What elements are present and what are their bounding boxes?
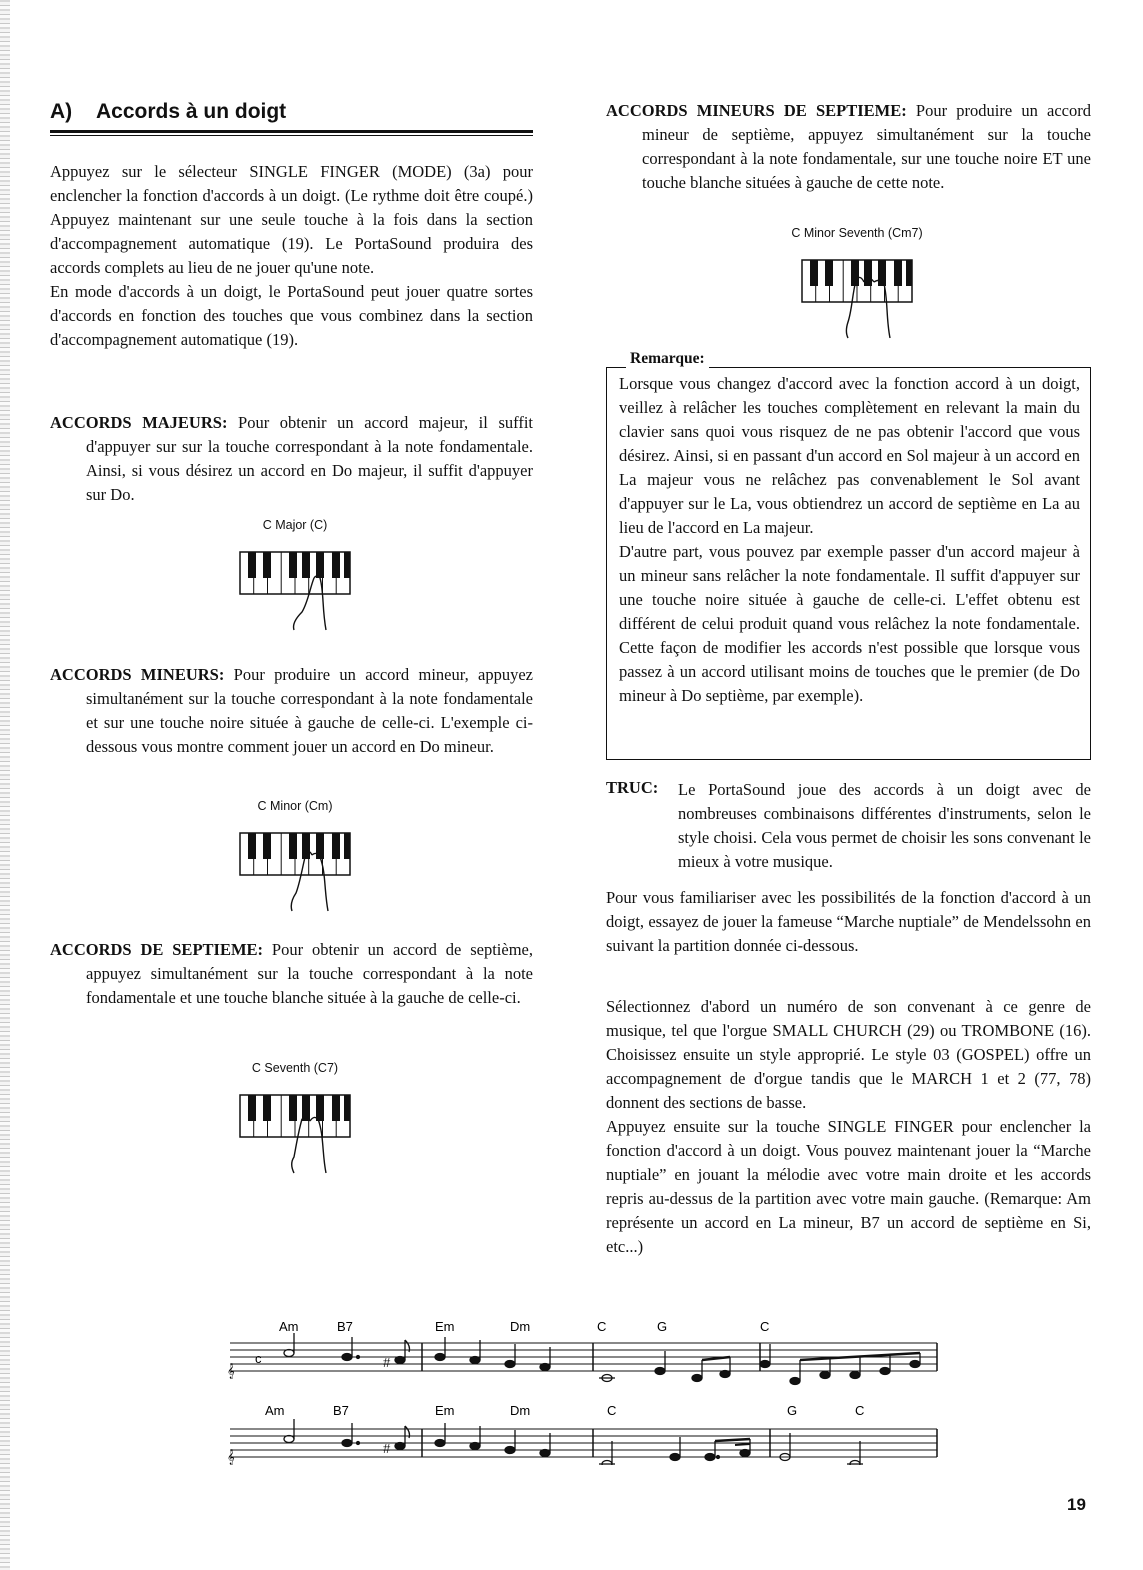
scan-edge	[0, 0, 10, 1570]
septieme-block	[50, 938, 533, 1010]
truc-block	[606, 778, 1091, 874]
majeurs-term: ACCORDS MAJEURS:	[50, 413, 228, 432]
staff-1-chord-5: C	[597, 1319, 607, 1334]
section-title-text: Accords à un doigt	[96, 100, 287, 123]
staff-2	[227, 1403, 937, 1465]
treble-clef-icon: 𝄞	[227, 1363, 235, 1378]
mineurs-term: ACCORDS MINEURS:	[50, 665, 225, 684]
c-minor-figure	[230, 799, 360, 913]
staff-2-chord-3: Em	[435, 1403, 455, 1418]
keyboard-hand-icon	[236, 532, 354, 632]
c-minor-seventh-figure	[782, 226, 932, 340]
svg-text:#: #	[383, 1441, 391, 1456]
mineurs-septieme-text: Pour produire un accord mineur de septième, appuyez simultanément sur la touche correspondant à la note fondamentale, sur une touche noire ET une touche blanche situées à gauche de cette note.	[642, 101, 1091, 192]
mineurs-block	[50, 663, 533, 759]
remark-paragraph-1: Lorsque vous changez d'accord avec la fonction accord à un doigt, veillez à relâcher les touches complètement en relevant la main du clavier sans quoi vous risquez de ne pas obtenir l'accord que vous désirez. Ainsi, si en passant d'un accord en Sol majeur à un accord en La majeur vous ne relâchez pas convenablement le Sol avant d'appuyer sur le La, vous obtiendrez un accord de septième en La au lieu de l'accord en La majeur.	[619, 374, 1080, 537]
staff-1-chord-6: G	[657, 1319, 668, 1334]
common-time-icon: c	[255, 1351, 262, 1366]
intro-paragraph-2: En mode d'accords à un doigt, le PortaSound peut jouer quatre sortes d'accords en fonction des touches que vous combinez dans la section d'accompagnement automatique (19).	[50, 282, 533, 349]
treble-clef-icon: 𝄞	[227, 1449, 235, 1464]
mineurs-septieme-block	[606, 99, 1091, 195]
mineurs-septieme-term: ACCORDS MINEURS DE SEPTIEME:	[606, 101, 907, 120]
c-seventh-label: C Seventh (C7)	[251, 1061, 339, 1075]
septieme-text: Pour obtenir un accord de septième, appuyez simultanément sur la touche correspondant à la note fondamentale et une touche blanche située à la gauche de celle-ci.	[86, 940, 533, 1007]
staff-1-chord-1: Am	[279, 1319, 299, 1334]
remark-paragraph-2: D'autre part, vous pouvez par exemple passer d'un accord majeur à un mineur sans relâcher la note fondamentale. Il suffit d'appuyer sur une touche noire située à gauche de celle-ci. L'effet obtenu est différent de celui produit quand vous relâchez la note fondamentale. Cette façon de modifier les accords n'est possible que lorsque vous passez à un accord utilisant moins de touches que le premier (de Do mineur à Do septième, par exemple).	[619, 542, 1080, 705]
truc-label: TRUC:	[606, 778, 659, 797]
c-major-figure	[230, 518, 360, 632]
keyboard-hand-icon	[236, 813, 354, 913]
truc-text: Le PortaSound joue des accords à un doigt avec de nombreuses combinaisons différentes d'instruments, selon le style choisi. Cela vous permet de choisir les sons convenant le mieux à votre musique.	[678, 780, 1091, 871]
staff-1-chord-3: Em	[435, 1319, 455, 1334]
staff-2-chord-4: Dm	[510, 1403, 531, 1418]
c-minor-label: C Minor (Cm)	[257, 799, 333, 813]
staff-1-chord-4: Dm	[510, 1319, 531, 1334]
septieme-term: ACCORDS DE SEPTIEME:	[50, 940, 264, 959]
outro-paragraph-1: Pour vous familiariser avec les possibilités de la fonction d'accord à un doigt, essayez de jouer la fameuse “Marche nuptiale” de Mendelssohn en suivant la partition donnée ci-dessous.	[606, 888, 1091, 955]
keyboard-hand-icon	[236, 1075, 354, 1175]
staff-2-notes	[284, 1419, 863, 1465]
staff-2-chord-7: C	[855, 1403, 865, 1418]
majeurs-paragraph	[50, 411, 533, 507]
svg-text:#: #	[383, 1355, 391, 1370]
section-letter: A)	[50, 100, 73, 123]
intro-paragraph-1: Appuyez sur le sélecteur SINGLE FINGER (MODE) (3a) pour enclencher la fonction d'accords à un doigt. (Le rythme doit être coupé.) Appuyez maintenant sur une seule touche à la fois dans la section d'accompagnement automatique (19). Le PortaSound produira des accords complets au lieu de ne jouer qu'une note.	[50, 162, 533, 277]
outro-paragraph-2: Sélectionnez d'abord un numéro de son convenant à ce genre de musique, tel que l'orgue SMALL CHURCH (29) ou TROMBONE (16). Choisissez ensuite un style approprié. Le style 03 (GOSPEL) offre un accompagnement de d'orgue tandis que le MARCH 1 et 2 (77, 78) donnent des sections de basse.	[606, 997, 1091, 1112]
staff-2-chord-2: B7	[333, 1403, 349, 1418]
page-number: 19	[1067, 1495, 1086, 1514]
outro-block-1	[606, 886, 1091, 958]
staff-1	[227, 1319, 937, 1385]
majeurs-text: Pour obtenir un accord majeur, il suffit d'appuyer sur sur la touche correspondant à la note fondamentale. Ainsi, si vous désirez un accord en Do majeur, il suffit d'appuyer sur Do.	[86, 413, 533, 504]
c-minor-seventh-label: C Minor Seventh (Cm7)	[791, 226, 923, 240]
staff-1-chord-2: B7	[337, 1319, 353, 1334]
staff-1-chord-7: C	[760, 1319, 770, 1334]
mineurs-text: Pour produire un accord mineur, appuyez simultanément sur la touche correspondant à la note fondamentale et sur une touche noire située à gauche de celle-ci. L'exemple ci-dessous vous montre comment jouer un accord en Do mineur.	[86, 665, 533, 756]
mineurs-septieme-paragraph	[606, 99, 1091, 195]
intro-block	[50, 160, 533, 352]
staff-2-chord-1: Am	[265, 1403, 285, 1418]
c-major-label: C Major (C)	[262, 518, 328, 532]
section-title	[50, 100, 286, 124]
majeurs-block	[50, 411, 533, 507]
septieme-paragraph	[50, 938, 533, 1010]
outro-block-2	[606, 995, 1091, 1259]
staff-1-notes	[284, 1333, 920, 1385]
remark-box	[606, 367, 1091, 760]
staff-2-chord-6: G	[787, 1403, 798, 1418]
music-score	[225, 1315, 945, 1465]
outro-paragraph-3: Appuyez ensuite sur la touche SINGLE FINGER pour enclencher la fonction d'accord à un doigt. Vous pouvez maintenant jouer la “Marche nuptiale” en jouant la mélodie avec votre main droite et les accords repris au-dessus de la partition avec votre main gauche. (Remarque: Am représente un accord en La mineur, B7 un accord de septième en Si, etc...)	[606, 1117, 1091, 1256]
remark-title: Remarque:	[626, 350, 709, 368]
c-seventh-figure	[230, 1061, 360, 1175]
keyboard-hand-icon	[798, 240, 916, 340]
mineurs-paragraph	[50, 663, 533, 759]
title-rule	[50, 130, 533, 136]
staff-2-chord-5: C	[607, 1403, 617, 1418]
